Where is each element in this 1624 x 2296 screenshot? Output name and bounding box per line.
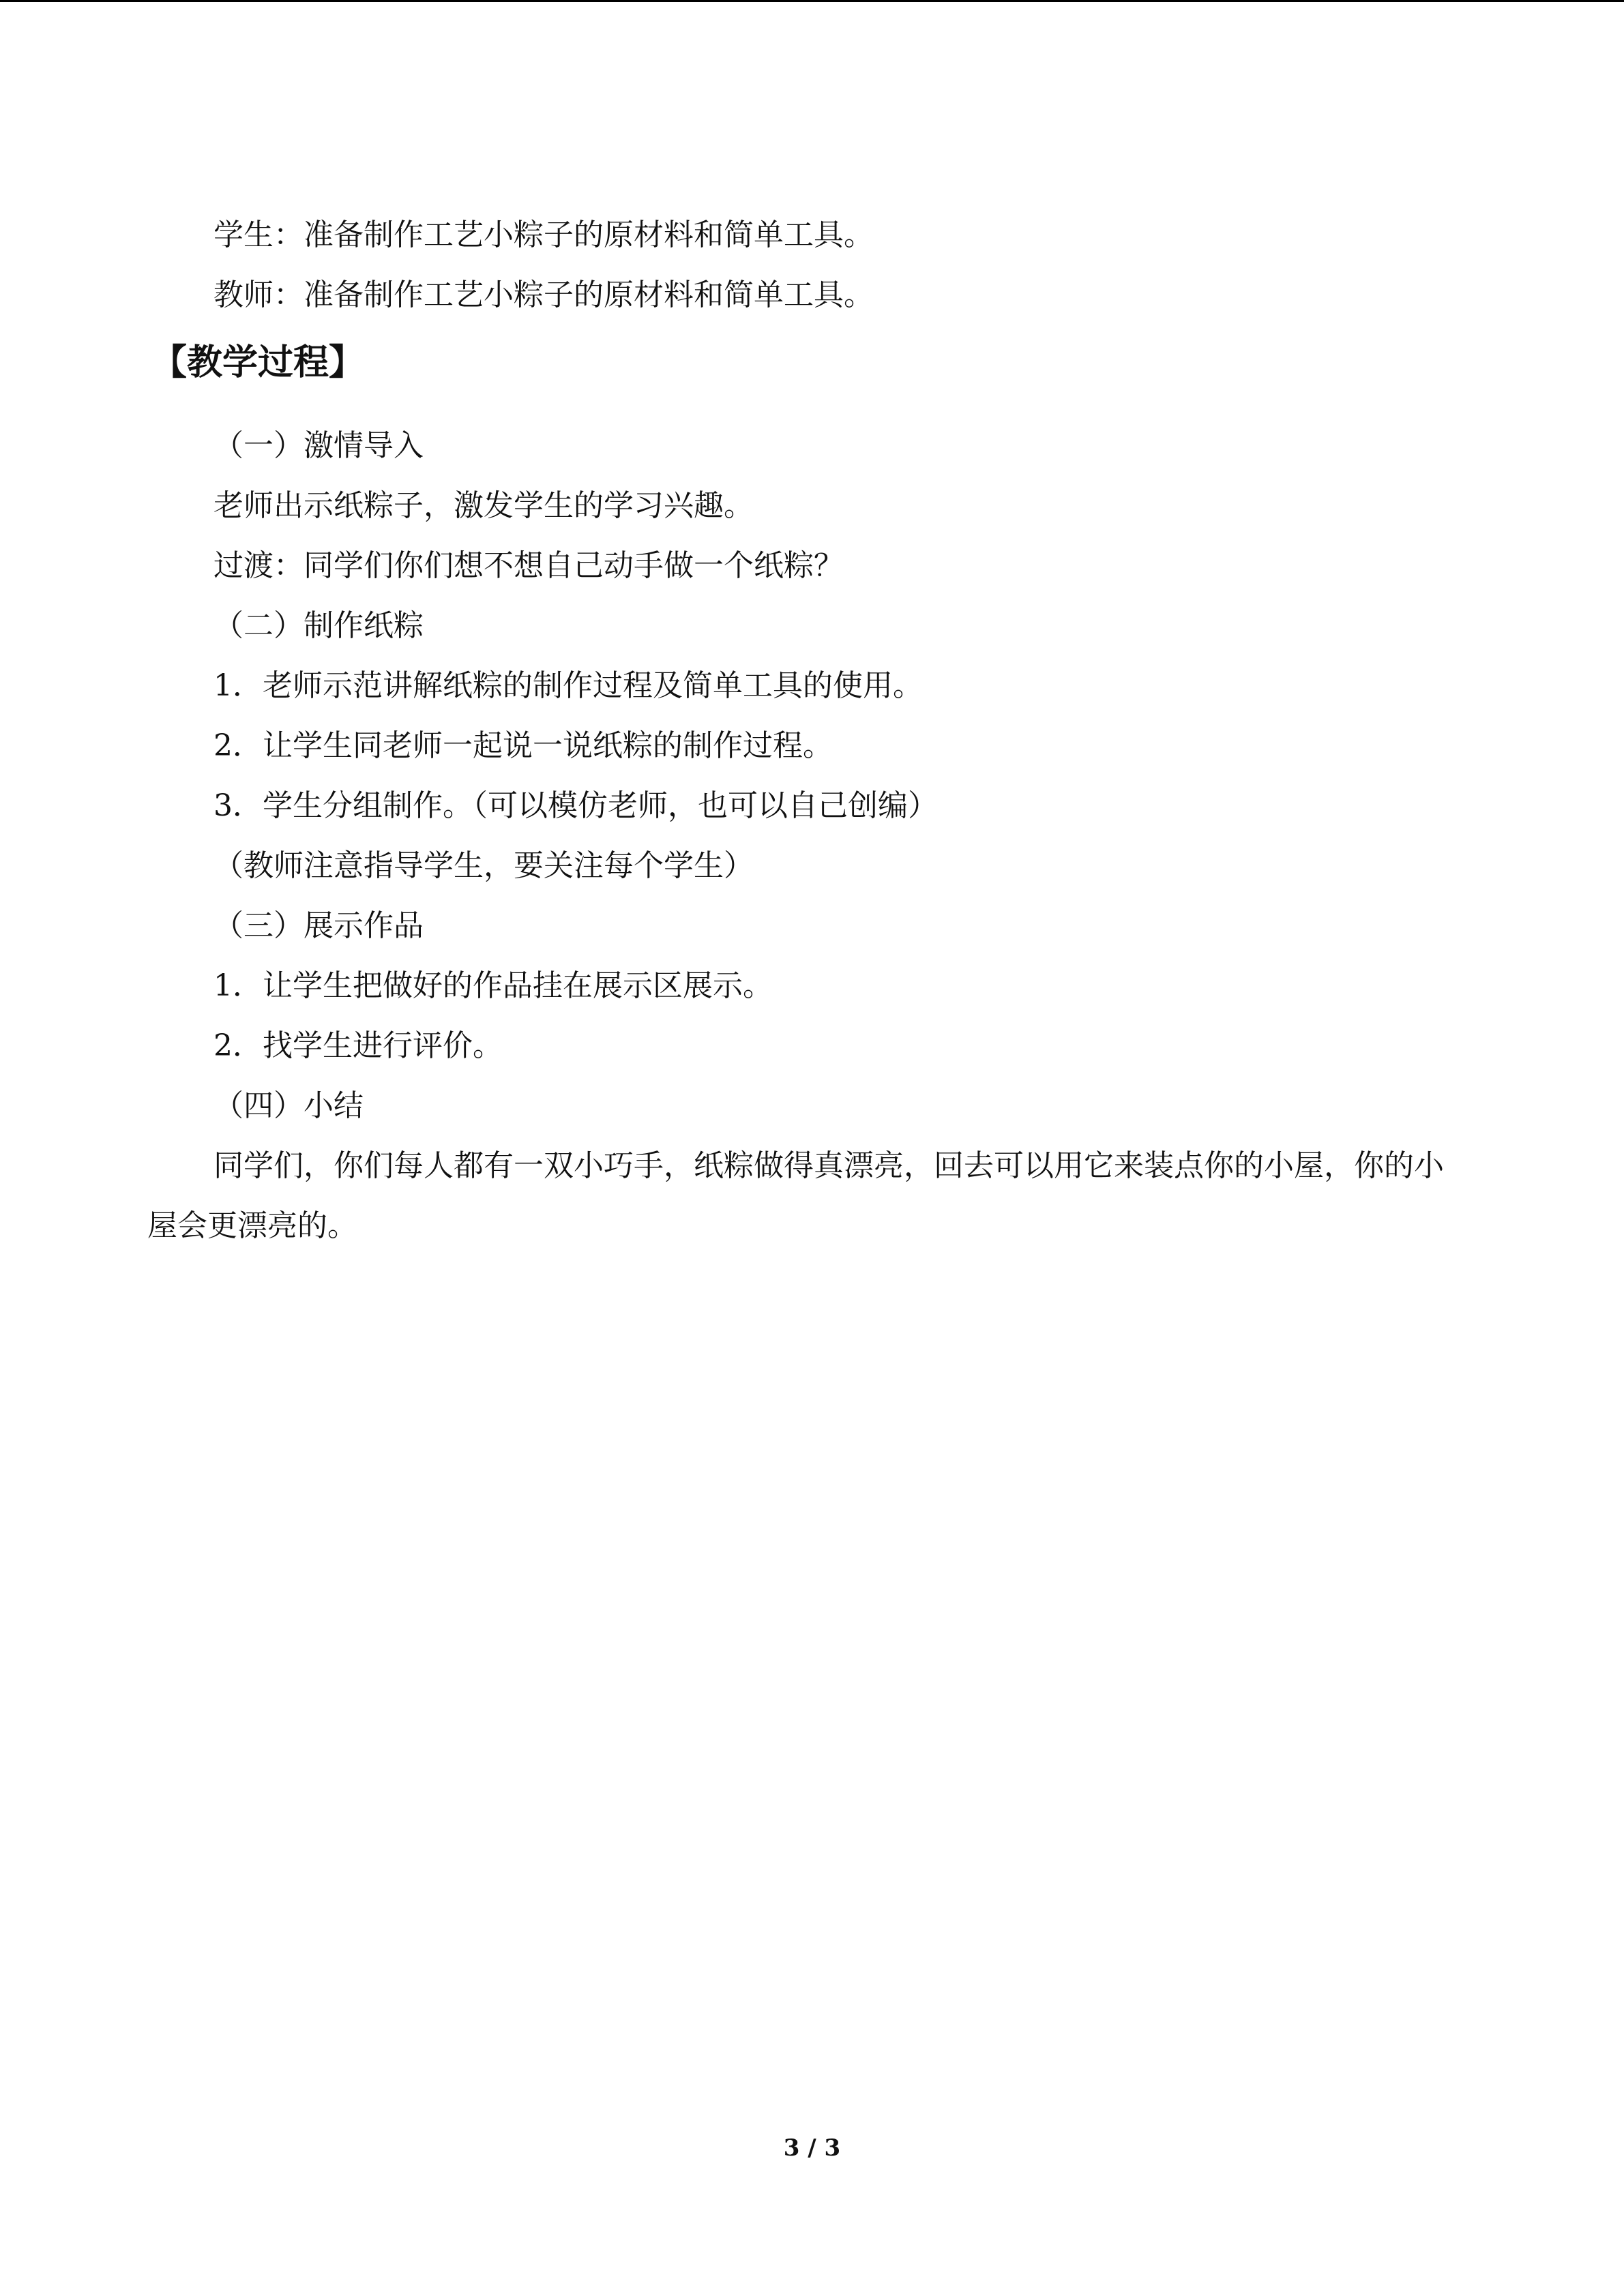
step-3-item-1: 1．让学生把做好的作品挂在展示区展示。 xyxy=(213,968,773,1003)
step-2-item-3: 3．学生分组制作。（可以模仿老师，也可以自己创编） xyxy=(213,788,938,823)
step-3-item-2: 2．找学生进行评价。 xyxy=(213,1028,503,1063)
prep-student-line: 学生：准备制作工艺小粽子的原材料和简单工具。 xyxy=(213,218,874,252)
step-1-transition: 过渡：同学们你们想不想自己动手做一个纸粽？ xyxy=(213,548,844,583)
step-2-item-1: 1．老师示范讲解纸粽的制作过程及简单工具的使用。 xyxy=(213,668,923,703)
step-2-title: （二）制作纸粽 xyxy=(213,608,424,643)
step-2-note: （教师注意指导学生，要关注每个学生） xyxy=(213,848,754,883)
step-3-title: （三）展示作品 xyxy=(213,908,424,943)
step-4-title: （四）小结 xyxy=(213,1088,364,1123)
prep-teacher-line: 教师：准备制作工艺小粽子的原材料和简单工具。 xyxy=(213,278,874,312)
step-1-title: （一）激情导入 xyxy=(213,428,424,463)
step-1-paragraph: 老师出示纸粽子，激发学生的学习兴趣。 xyxy=(213,488,754,523)
step-2-item-2: 2．让学生同老师一起说一说纸粽的制作过程。 xyxy=(213,728,833,763)
page-number: 3 / 3 xyxy=(783,2134,841,2162)
step-4-summary-paragraph: 同学们，你们每人都有一双小巧手，纸粽做得真漂亮，回去可以用它来装点你的小屋，你的小屋会更漂亮的。 xyxy=(147,1148,1444,1243)
section-heading: 【教学过程】 xyxy=(151,342,365,383)
